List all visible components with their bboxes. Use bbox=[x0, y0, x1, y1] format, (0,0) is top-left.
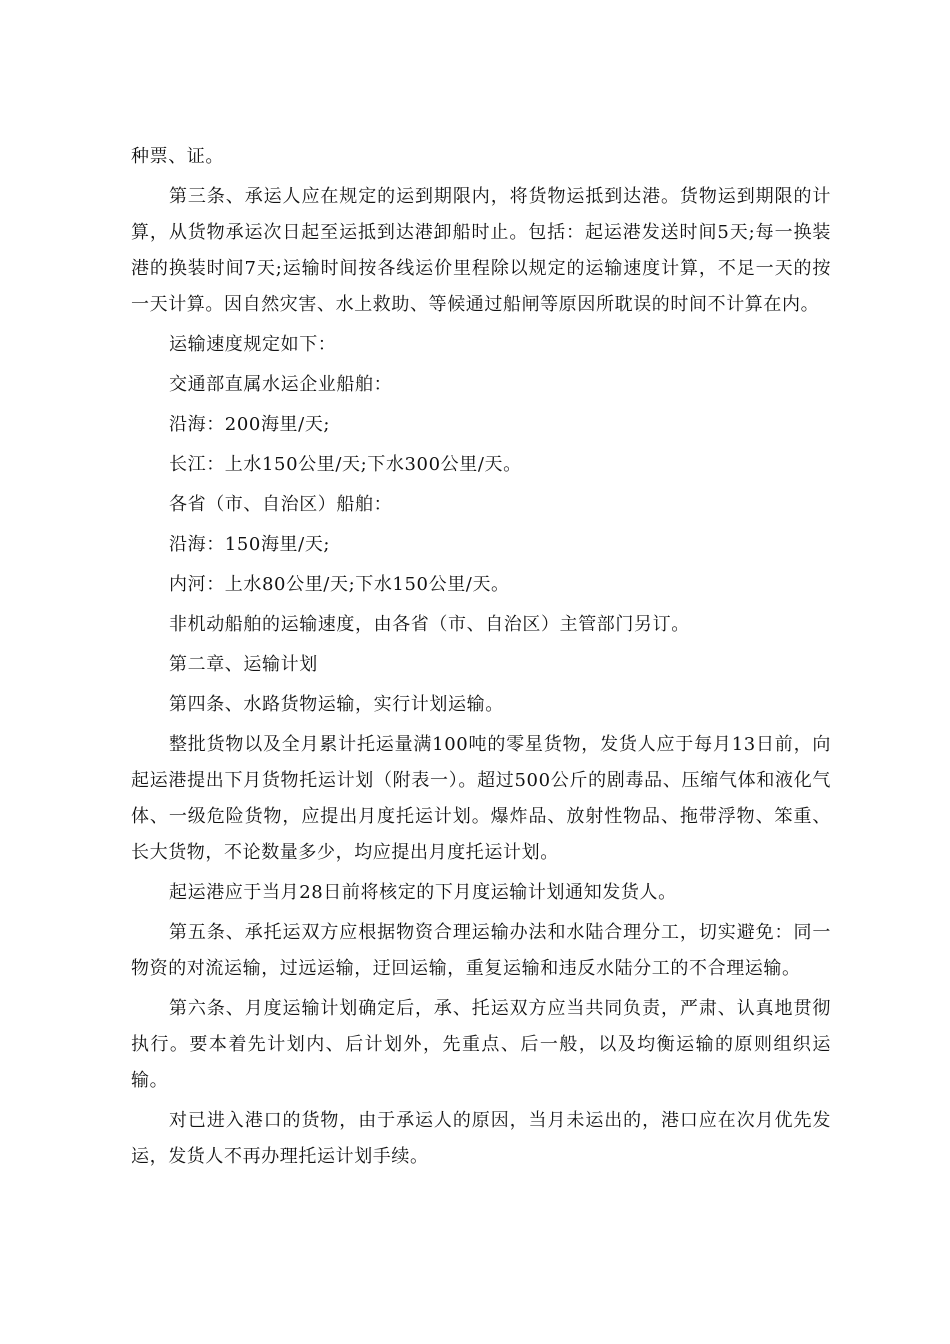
paragraph: 第三条、承运人应在规定的运到期限内，将货物运抵到达港。货物运到期限的计算，从货物承运次日起至运抵到达港卸船时止。包括：起运港发送时间5天;每一换装港的换装时间7天;运输时间按各线运价里程除以规定的运输速度计算，不足一天的按一天计算。因自然灾害、水上救助、等候通过船闸等原因所耽误的时间不计算在内。 bbox=[131, 186, 831, 315]
paragraph: 内河：上水80公里/天;下水150公里/天。 bbox=[169, 574, 510, 595]
chapter-heading: 第二章、运输计划 bbox=[169, 654, 318, 675]
paragraph: 沿海：150海里/天; bbox=[169, 534, 331, 555]
paragraph: 沿海：200海里/天; bbox=[169, 414, 331, 435]
document-body bbox=[131, 139, 831, 1179]
paragraph: 起运港应于当月28日前将核定的下月度运输计划通知发货人。 bbox=[169, 882, 677, 903]
paragraph: 第六条、月度运输计划确定后，承、托运双方应当共同负责，严肃、认真地贯彻执行。要本着先计划内、后计划外，先重点、后一般，以及均衡运输的原则组织运输。 bbox=[131, 998, 831, 1091]
paragraph: 第五条、承托运双方应根据物资合理运输办法和水陆合理分工，切实避免：同一物资的对流运输，过远运输，迂回运输，重复运输和违反水陆分工的不合理运输。 bbox=[131, 922, 831, 979]
paragraph: 运输速度规定如下： bbox=[169, 334, 337, 355]
paragraph: 各省（市、自治区）船舶： bbox=[169, 494, 393, 515]
paragraph: 整批货物以及全月累计托运量满100吨的零星货物，发货人应于每月13日前，向起运港提出下月货物托运计划（附表一）。超过500公斤的剧毒品、压缩气体和液化气体、一级危险货物，应提出月度托运计划。爆炸品、放射性物品、拖带浮物、笨重、长大货物，不论数量多少，均应提出月度托运计划。 bbox=[131, 734, 831, 863]
paragraph: 长江：上水150公里/天;下水300公里/天。 bbox=[169, 454, 522, 475]
paragraph: 对已进入港口的货物，由于承运人的原因，当月未运出的，港口应在次月优先发运，发货人不再办理托运计划手续。 bbox=[131, 1110, 831, 1167]
paragraph: 非机动船舶的运输速度，由各省（市、自治区）主管部门另订。 bbox=[169, 614, 690, 635]
paragraph: 种票、证。 bbox=[131, 146, 224, 167]
paragraph: 第四条、水路货物运输，实行计划运输。 bbox=[169, 694, 504, 715]
paragraph: 交通部直属水运企业船舶： bbox=[169, 374, 393, 395]
